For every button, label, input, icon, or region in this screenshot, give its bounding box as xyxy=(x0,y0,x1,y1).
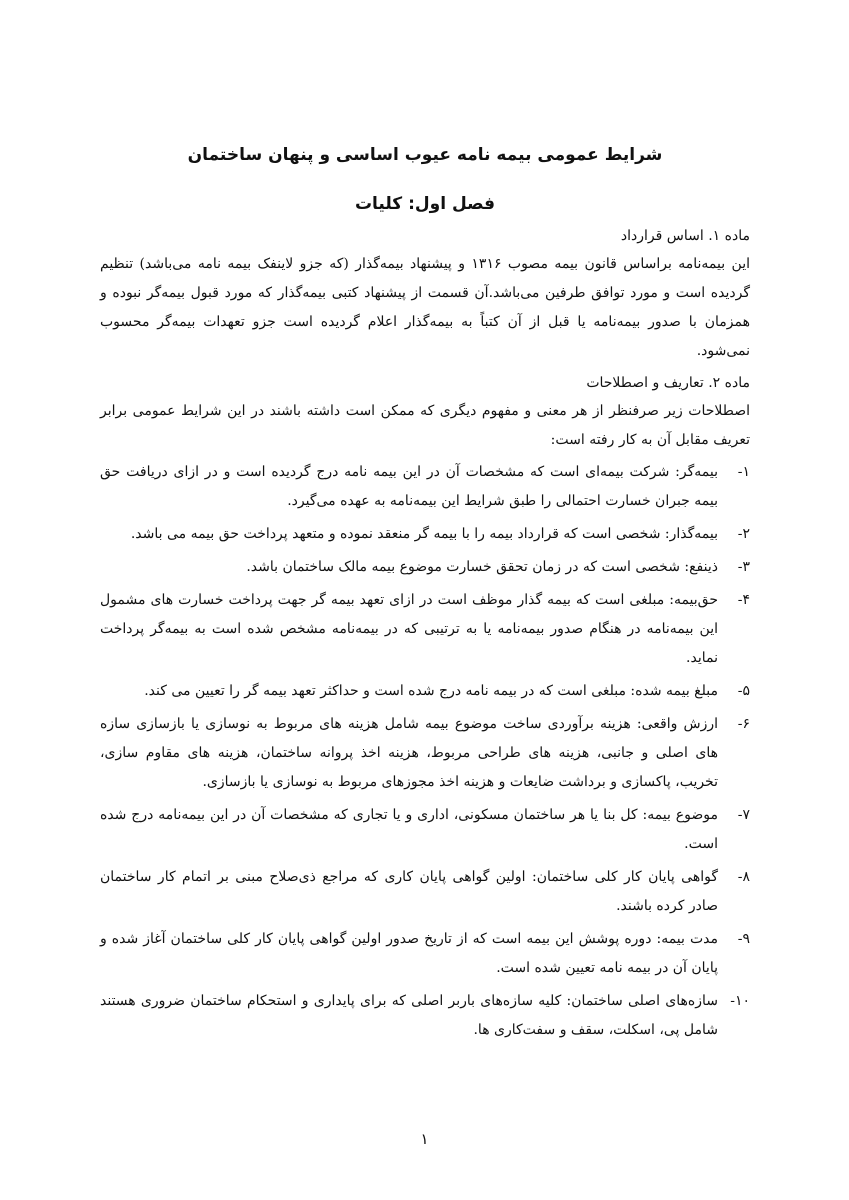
definitions-list xyxy=(100,458,750,1045)
page-number: ۱ xyxy=(420,1130,429,1148)
definition-number: ۲- xyxy=(737,526,750,542)
definition-item xyxy=(100,801,750,859)
definition-item xyxy=(100,586,750,673)
definition-item xyxy=(100,458,750,516)
article-2-heading: ماده ۲. تعاریف و اصطلاحات xyxy=(586,375,750,391)
definition-number: ۷- xyxy=(737,807,750,823)
definition-item xyxy=(100,520,750,549)
chapter-title: فصل اول: کلیات xyxy=(354,194,496,214)
definition-text: ارزش واقعی: هزینه برآوردی ساخت موضوع بیمه شامل هزینه های مربوط به نوسازی یا بازسازی سازه های اصلی و جانبی، هزینه های طراحی مربوط، هزینه اخذ پروانه ساختمان، هزینه های مقاوم سازی، تخریب، پاکسازی و برداشت ضایعات و هزینه اخذ مجوزهای مربوط به نوسازی یا بازسازی. xyxy=(100,716,718,790)
definition-number: ۱۰- xyxy=(730,993,750,1009)
definition-item xyxy=(100,863,750,921)
definition-text: ذینفع: شخصی است که در زمان تحقق خسارت موضوع بیمه مالک ساختمان باشد. xyxy=(246,559,718,575)
definition-text: مدت بیمه: دوره پوشش این بیمه است که از تاریخ صدور اولین گواهی پایان کار کلی ساختمان آغاز شده و پایان آن در بیمه نامه تعیین شده است. xyxy=(100,931,718,976)
article-2-intro: اصطلاحات زیر صرفنظر از هر معنی و مفهوم دیگری که ممکن است داشته باشند در این شرایط عمومی برابر تعریف مقابل آن به کار رفته است: xyxy=(100,403,750,448)
definition-text: بیمه‌گذار: شخصی است که قرارداد بیمه را با بیمه گر منعقد نموده و متعهد پرداخت حق بیمه می باشد. xyxy=(130,526,718,542)
definition-text: حق‌بیمه: مبلغی است که بیمه گذار موظف است در ازای تعهد بیمه گر جهت پرداخت خسارت های مشمول این بیمه‌نامه در هنگام صدور بیمه‌نامه یا به ترتیبی که در بیمه‌نامه مشخص شده است به بیمه‌گر پرداخت نماید. xyxy=(100,592,718,666)
definition-text: مبلغ بیمه شده: مبلغی است که در بیمه نامه درج شده است و حداکثر تعهد بیمه گر را تعیین می کند. xyxy=(144,683,718,699)
definition-number: ۸- xyxy=(737,869,750,885)
definition-item xyxy=(100,677,750,706)
article-1-body: این بیمه‌نامه براساس قانون بیمه مصوب ۱۳۱۶ و پیشنهاد بیمه‌گذار (که جزو لاینفک بیمه نامه می‌باشد) تنظیم گردیده است و مورد توافق طرفین می‌باشد.آن قسمت از پیشنهاد کتبی بیمه‌گذار که مورد قبول بیمه‌گر نبوده و همزمان با صدور بیمه‌نامه یا قبل از آن کتباً به بیمه‌گذار اعلام گردیده است جزو تعهدات بیمه‌گر محسوب نمی‌شود. xyxy=(100,256,750,359)
definition-number: ۱- xyxy=(737,464,750,480)
article-1-heading: ماده ۱. اساس قرارداد xyxy=(620,228,750,244)
definition-item xyxy=(100,925,750,983)
definition-item xyxy=(100,987,750,1045)
definition-number: ۹- xyxy=(737,931,750,947)
document-page xyxy=(100,140,750,1049)
definition-item xyxy=(100,553,750,582)
definition-number: ۶- xyxy=(737,716,750,732)
definition-item xyxy=(100,710,750,797)
definition-number: ۵- xyxy=(737,683,750,699)
definition-text: بیمه‌گر: شرکت بیمه‌ای است که مشخصات آن در این بیمه نامه درج گردیده است و در ازای دریافت حق بیمه جبران خسارت احتمالی را طبق شرایط این بیمه‌نامه به عهده می‌گیرد. xyxy=(100,464,718,509)
definition-text: موضوع بیمه: کل بنا یا هر ساختمان مسکونی، اداری و یا تجاری که مشخصات آن در این بیمه‌نامه درج شده است. xyxy=(100,807,718,852)
document-title: شرایط عمومی بیمه نامه عیوب اساسی و پنهان ساختمان xyxy=(187,145,663,165)
definition-text: گواهی پایان کار کلی ساختمان: اولین گواهی پایان کاری که مراجع ذی‌صلاح مبنی بر اتمام کار ساختمان صادر کرده باشند. xyxy=(100,869,718,914)
definition-number: ۳- xyxy=(737,559,750,575)
definition-number: ۴- xyxy=(737,592,750,608)
definition-text: سازه‌های اصلی ساختمان: کلیه سازه‌های باربر اصلی که برای پایداری و استحکام ساختمان ضروری هستند شامل پی، اسکلت، سقف و سفت‌کاری ها. xyxy=(100,993,718,1038)
